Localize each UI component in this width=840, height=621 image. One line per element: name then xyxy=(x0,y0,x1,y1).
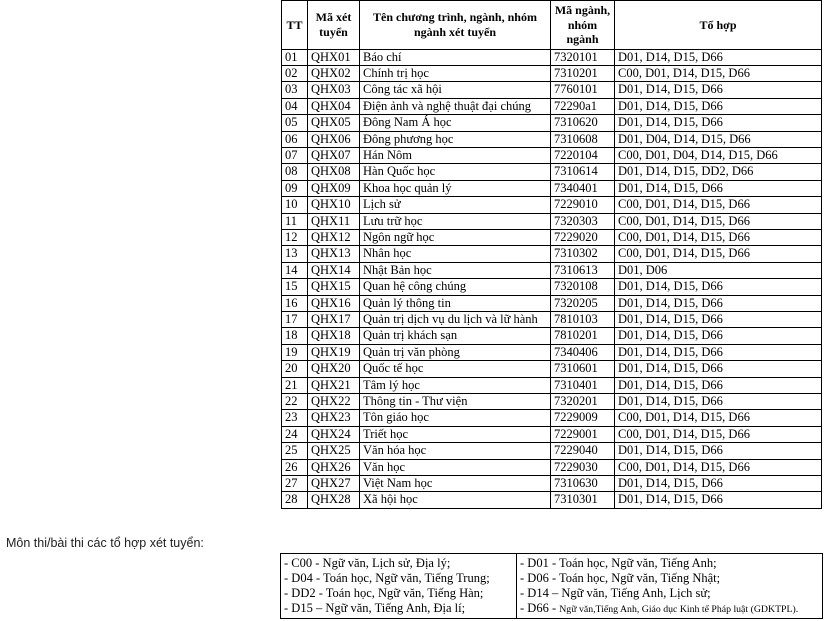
combination: C00, D01, D14, D15, D66 xyxy=(615,246,822,262)
program-name: Việt Nam học xyxy=(360,476,551,492)
table-header-row xyxy=(282,1,822,50)
row-number: 23 xyxy=(282,410,308,426)
program-name: Văn học xyxy=(360,459,551,475)
combination: C00, D01, D14, D15, D66 xyxy=(615,213,822,229)
combination-subjects-note: Môn thi/bài thi các tổ hợp xét tuyển: xyxy=(6,536,204,550)
combination: C00, D01, D04, D14, D15, D66 xyxy=(615,147,822,163)
program-name: Nhật Bản học xyxy=(360,262,551,278)
row-number: 15 xyxy=(282,279,308,295)
combination-subjects-table xyxy=(280,553,823,619)
combination: D01, D14, D15, D66 xyxy=(615,82,822,98)
major-code: 7320303 xyxy=(551,213,615,229)
admission-code: QHX25 xyxy=(308,443,360,459)
row-number: 25 xyxy=(282,443,308,459)
program-name: Tôn giáo học xyxy=(360,410,551,426)
row-number: 17 xyxy=(282,312,308,328)
table-row xyxy=(282,147,822,163)
table-row xyxy=(282,115,822,131)
combination: C00, D01, D14, D15, D66 xyxy=(615,65,822,81)
d66-prefix: - D66 - xyxy=(520,601,560,615)
subject-combination-d66 xyxy=(520,601,819,617)
subject-combination-d01: - D01 - Toán học, Ngữ văn, Tiếng Anh; xyxy=(520,556,717,570)
combination: D01, D14, D15, DD2, D66 xyxy=(615,164,822,180)
table-row xyxy=(282,459,822,475)
major-code: 7320201 xyxy=(551,394,615,410)
row-number: 14 xyxy=(282,262,308,278)
table-row xyxy=(282,410,822,426)
combination: D01, D14, D15, D66 xyxy=(615,492,822,508)
subject-combination-d14: - D14 – Ngữ văn, Tiếng Anh, Lịch sử; xyxy=(520,586,711,600)
table-row xyxy=(282,492,822,508)
combination: D01, D06 xyxy=(615,262,822,278)
subjects-row xyxy=(281,554,823,619)
combination: D01, D04, D14, D15, D66 xyxy=(615,131,822,147)
combination: C00, D01, D14, D15, D66 xyxy=(615,410,822,426)
table-row xyxy=(282,295,822,311)
admission-code: QHX15 xyxy=(308,279,360,295)
major-code: 72290a1 xyxy=(551,98,615,114)
program-name: Quản lý thông tin xyxy=(360,295,551,311)
major-code: 7310630 xyxy=(551,476,615,492)
row-number: 26 xyxy=(282,459,308,475)
combination: C00, D01, D14, D15, D66 xyxy=(615,459,822,475)
table-row xyxy=(282,98,822,114)
major-code: 7310601 xyxy=(551,361,615,377)
table-row xyxy=(282,279,822,295)
table-row xyxy=(282,65,822,81)
combination: D01, D14, D15, D66 xyxy=(615,361,822,377)
row-number: 10 xyxy=(282,197,308,213)
major-code: 7320108 xyxy=(551,279,615,295)
table-row xyxy=(282,312,822,328)
combination: D01, D14, D15, D66 xyxy=(615,279,822,295)
program-name: Khoa học quản lý xyxy=(360,180,551,196)
table-row xyxy=(282,82,822,98)
major-code: 7229020 xyxy=(551,229,615,245)
program-name: Xã hội học xyxy=(360,492,551,508)
admission-code: QHX08 xyxy=(308,164,360,180)
major-code: 7340406 xyxy=(551,344,615,360)
admission-code: QHX23 xyxy=(308,410,360,426)
combination: D01, D14, D15, D66 xyxy=(615,443,822,459)
program-name: Hàn Quốc học xyxy=(360,164,551,180)
program-name: Báo chí xyxy=(360,49,551,65)
program-name: Chính trị học xyxy=(360,65,551,81)
row-number: 08 xyxy=(282,164,308,180)
row-number: 20 xyxy=(282,361,308,377)
admission-code: QHX27 xyxy=(308,476,360,492)
row-number: 04 xyxy=(282,98,308,114)
table-row xyxy=(282,443,822,459)
major-code: 7340401 xyxy=(551,180,615,196)
program-name: Triết học xyxy=(360,426,551,442)
major-code: 7310301 xyxy=(551,492,615,508)
program-name: Quan hệ công chúng xyxy=(360,279,551,295)
table-body xyxy=(282,49,822,508)
header-major-code: Mã ngành, nhóm ngành xyxy=(551,1,615,50)
admission-code: QHX07 xyxy=(308,147,360,163)
major-code: 7229040 xyxy=(551,443,615,459)
program-name: Điện ảnh và nghệ thuật đại chúng xyxy=(360,98,551,114)
table-row xyxy=(282,131,822,147)
admission-code: QHX19 xyxy=(308,344,360,360)
table-row xyxy=(282,476,822,492)
row-number: 27 xyxy=(282,476,308,492)
table-row xyxy=(282,213,822,229)
program-name: Đông Nam Á học xyxy=(360,115,551,131)
row-number: 13 xyxy=(282,246,308,262)
combination: D01, D14, D15, D66 xyxy=(615,49,822,65)
major-code: 7229030 xyxy=(551,459,615,475)
major-code: 7229009 xyxy=(551,410,615,426)
table-row xyxy=(282,164,822,180)
subject-combination-d15: - D15 – Ngữ văn, Tiếng Anh, Địa lí; xyxy=(284,601,466,615)
admission-code: QHX01 xyxy=(308,49,360,65)
major-code: 7310401 xyxy=(551,377,615,393)
program-name: Thông tin - Thư viện xyxy=(360,394,551,410)
major-code: 7320101 xyxy=(551,49,615,65)
table-row xyxy=(282,180,822,196)
combination: D01, D14, D15, D66 xyxy=(615,377,822,393)
subjects-right-cell xyxy=(517,554,823,619)
admission-code: QHX16 xyxy=(308,295,360,311)
major-code: 7310201 xyxy=(551,65,615,81)
program-name: Nhân học xyxy=(360,246,551,262)
subject-combination-c00: - C00 - Ngữ văn, Lịch sử, Địa lý; xyxy=(284,556,451,570)
combination: D01, D14, D15, D66 xyxy=(615,180,822,196)
admission-code: QHX28 xyxy=(308,492,360,508)
header-program-name: Tên chương trình, ngành, nhóm ngành xét tuyển xyxy=(360,1,551,50)
table-row xyxy=(282,426,822,442)
major-code: 7220104 xyxy=(551,147,615,163)
admission-code: QHX09 xyxy=(308,180,360,196)
admission-code: QHX06 xyxy=(308,131,360,147)
admission-code: QHX05 xyxy=(308,115,360,131)
row-number: 09 xyxy=(282,180,308,196)
table-row xyxy=(282,394,822,410)
admission-code: QHX12 xyxy=(308,229,360,245)
admission-code: QHX24 xyxy=(308,426,360,442)
combination: D01, D14, D15, D66 xyxy=(615,115,822,131)
row-number: 11 xyxy=(282,213,308,229)
table-row xyxy=(282,197,822,213)
major-code: 7310608 xyxy=(551,131,615,147)
row-number: 22 xyxy=(282,394,308,410)
row-number: 18 xyxy=(282,328,308,344)
table-row xyxy=(282,328,822,344)
program-name: Hán Nôm xyxy=(360,147,551,163)
admission-code: QHX11 xyxy=(308,213,360,229)
combination: D01, D14, D15, D66 xyxy=(615,344,822,360)
admission-code: QHX14 xyxy=(308,262,360,278)
combination: C00, D01, D14, D15, D66 xyxy=(615,426,822,442)
admission-code: QHX03 xyxy=(308,82,360,98)
program-name: Quản trị khách sạn xyxy=(360,328,551,344)
row-number: 05 xyxy=(282,115,308,131)
table-row xyxy=(282,377,822,393)
admission-code: QHX21 xyxy=(308,377,360,393)
row-number: 07 xyxy=(282,147,308,163)
row-number: 21 xyxy=(282,377,308,393)
subjects-left-cell xyxy=(281,554,517,619)
table-row xyxy=(282,229,822,245)
program-name: Quản trị văn phòng xyxy=(360,344,551,360)
major-code: 7310302 xyxy=(551,246,615,262)
row-number: 19 xyxy=(282,344,308,360)
major-code: 7320205 xyxy=(551,295,615,311)
major-code: 7810103 xyxy=(551,312,615,328)
header-admission-code: Mã xét tuyển xyxy=(308,1,360,50)
program-name: Công tác xã hội xyxy=(360,82,551,98)
admission-code: QHX13 xyxy=(308,246,360,262)
program-name: Quản trị dịch vụ du lịch và lữ hành xyxy=(360,312,551,328)
admission-code: QHX10 xyxy=(308,197,360,213)
admission-code: QHX02 xyxy=(308,65,360,81)
combination: C00, D01, D14, D15, D66 xyxy=(615,229,822,245)
combination: D01, D14, D15, D66 xyxy=(615,328,822,344)
header-combination: Tổ hợp xyxy=(615,1,822,50)
major-code: 7310614 xyxy=(551,164,615,180)
subject-combination-dd2: - DD2 - Toán học, Ngữ văn, Tiếng Hàn; xyxy=(284,586,484,600)
major-code: 7229010 xyxy=(551,197,615,213)
combination: C00, D01, D14, D15, D66 xyxy=(615,197,822,213)
table-row xyxy=(282,361,822,377)
header-tt: TT xyxy=(282,1,308,50)
row-number: 28 xyxy=(282,492,308,508)
subject-combination-d04: - D04 - Toán học, Ngữ văn, Tiếng Trung; xyxy=(284,571,490,585)
admission-code: QHX17 xyxy=(308,312,360,328)
program-name: Tâm lý học xyxy=(360,377,551,393)
row-number: 24 xyxy=(282,426,308,442)
major-code: 7760101 xyxy=(551,82,615,98)
major-code: 7310613 xyxy=(551,262,615,278)
major-code: 7229001 xyxy=(551,426,615,442)
combination: D01, D14, D15, D66 xyxy=(615,476,822,492)
admission-code: QHX26 xyxy=(308,459,360,475)
admission-code: QHX18 xyxy=(308,328,360,344)
d66-subjects: Ngữ văn,Tiếng Anh, Giáo dục Kinh tế Pháp luật (GDKTPL). xyxy=(559,604,799,615)
table-row xyxy=(282,246,822,262)
table-row xyxy=(282,262,822,278)
program-name: Lưu trữ học xyxy=(360,213,551,229)
major-code: 7310620 xyxy=(551,115,615,131)
row-number: 12 xyxy=(282,229,308,245)
table-row xyxy=(282,49,822,65)
major-code: 7810201 xyxy=(551,328,615,344)
subject-combination-d06: - D06 - Toán học, Ngữ văn, Tiếng Nhật; xyxy=(520,571,721,585)
table-row xyxy=(282,344,822,360)
combination: D01, D14, D15, D66 xyxy=(615,394,822,410)
row-number: 16 xyxy=(282,295,308,311)
program-name: Đông phương học xyxy=(360,131,551,147)
row-number: 03 xyxy=(282,82,308,98)
admission-code: QHX04 xyxy=(308,98,360,114)
program-name: Văn hóa học xyxy=(360,443,551,459)
row-number: 06 xyxy=(282,131,308,147)
program-name: Ngôn ngữ học xyxy=(360,229,551,245)
combination: D01, D14, D15, D66 xyxy=(615,98,822,114)
program-name: Lịch sử xyxy=(360,197,551,213)
combination: D01, D14, D15, D66 xyxy=(615,295,822,311)
admission-programs-table xyxy=(281,0,822,509)
combination: D01, D14, D15, D66 xyxy=(615,312,822,328)
admission-code: QHX22 xyxy=(308,394,360,410)
admission-code: QHX20 xyxy=(308,361,360,377)
row-number: 01 xyxy=(282,49,308,65)
row-number: 02 xyxy=(282,65,308,81)
program-name: Quốc tế học xyxy=(360,361,551,377)
